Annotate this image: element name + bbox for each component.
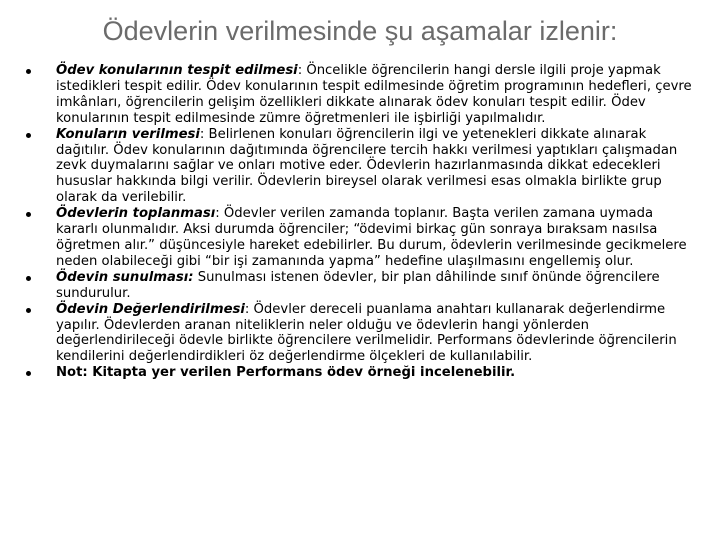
item-text: : Öncelikle öğrencilerin hangi dersle ilgili proje yapmak istedikleri tespit edilir. Ödev konularının tespit edilmesinde öğretim programının hedefleri, çevre imkânları, öğrencilerin gelişim özellikleri dikkate alınarak ödev konuları tespit edilir. Ödev konularının tespit edilmesinde zümre öğretmenleri ile işbirliği yapılmalıdır.	[56, 63, 692, 126]
bullet-icon	[26, 69, 31, 74]
bullet-icon	[26, 308, 31, 313]
item-text: : Belirlenen konuları öğrencilerin ilgi ve yetenekleri dikkate alınarak dağıtılır. Ödev konularının dağıtımında öğrencilere tercih hakkı verilmesi yaptıkları çalışmadan zevk duymalarını sağlar ve onları motive eder. Ödevlerin hazırlanmasında dikkat edecekleri hususlar hakkında bilgi verilir. Ödevlerin bireysel olarak verilmesi esas olmakla birlikte grup olarak da verilebilir.	[56, 126, 678, 206]
item-term: Konuların verilmesi	[56, 126, 200, 142]
page-title: Ödevlerin verilmesinde şu aşamalar izlenir:	[102, 16, 618, 46]
list-item	[26, 63, 698, 127]
item-text: : Ödevler dereceli puanlama anahtarı kullanarak değerlendirme yapılır. Ödevlerden aranan niteliklerin neler olduğu ve ödevlerin hangi yönlerden değerlendirileceği ödevle birlikte öğrencilere verilmelidir. Performans ödevlerinde öğrencilerin kendilerini değerlendirdikleri öz değerlendirme ölçekleri de kullanılabilir.	[56, 301, 677, 365]
note-text: Not: Kitapta yer verilen Performans ödev örneği incelenebilir.	[56, 365, 516, 381]
bullet-icon	[26, 133, 31, 138]
bullet-icon	[26, 212, 31, 217]
list-item	[26, 302, 698, 366]
item-term: Ödev konularının tespit edilmesi	[56, 63, 298, 78]
item-text: Sunulması istenen ödevler, bir plan dâhilinde sınıf önünde öğrencilere sundurulur.	[56, 269, 660, 301]
item-term: Ödevin sunulması:	[56, 269, 194, 285]
bullet-list	[26, 63, 698, 381]
bullet-icon	[26, 276, 31, 281]
item-term: Ödevlerin toplanması	[56, 206, 216, 222]
list-item	[26, 270, 698, 302]
list-item	[26, 365, 698, 381]
item-term: Ödevin Değerlendirilmesi	[56, 301, 245, 317]
bullet-icon	[26, 371, 31, 376]
list-item	[26, 127, 698, 207]
list-item	[26, 206, 698, 270]
item-text: : Ödevler verilen zamanda toplanır. Başta verilen zamana uymada kararlı olunmalıdır. Aksi durumda öğrenciler; “ödevimi birkaç gün sonraya bıraksam nasılsa öğretmen alır.” düşüncesiyle hareket edebilirler. Bu durum, ödevlerin verilmesinde gecikmelere neden olabileceği gibi “bir işi zamanında yapma” hedefine ulaşılmasını engellemiş olur.	[56, 206, 687, 269]
